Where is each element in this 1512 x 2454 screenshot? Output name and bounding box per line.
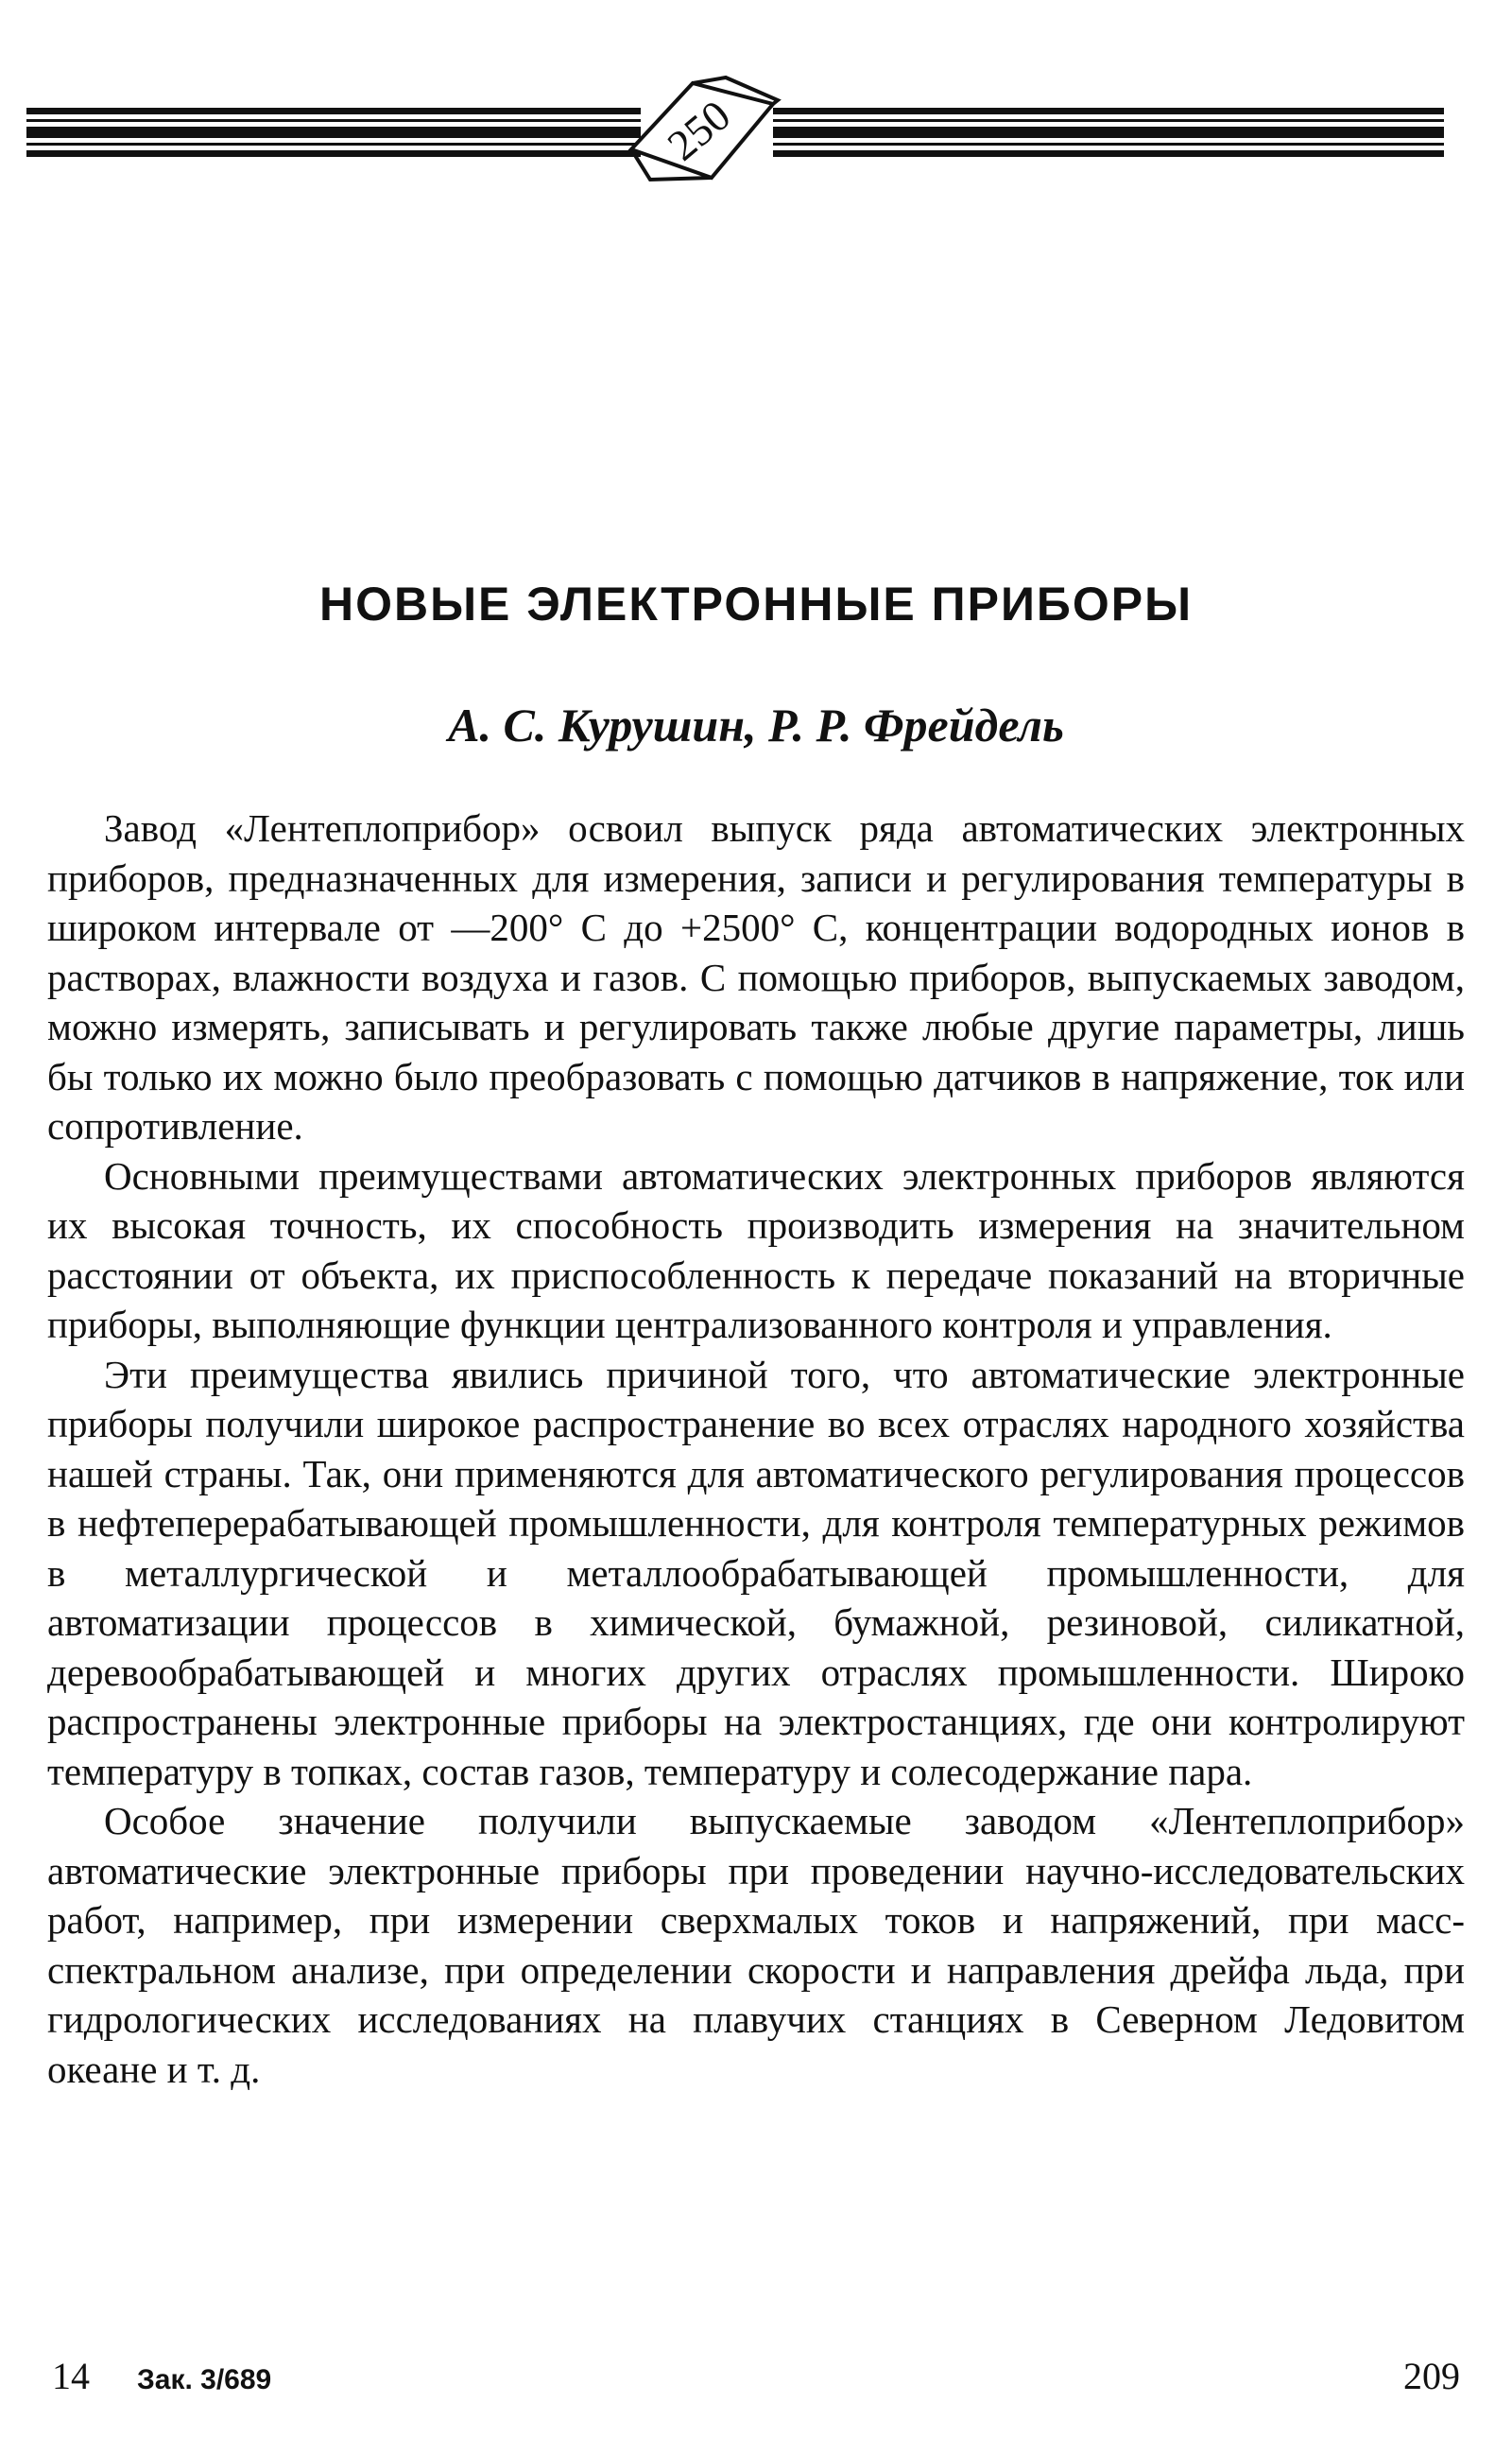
paragraph: Основными преимуществами автоматических электронных приборов являются их высокая точность, их способность производить измерения на значительном расстоянии от объекта, их приспособленность к передаче показаний на вторичные приборы, выполняющие функции централизованного контроля и управления.	[47, 1153, 1465, 1346]
page-number: 209	[1403, 2355, 1460, 2397]
ornament-rules	[26, 66, 1444, 199]
anniversary-badge: 250	[658, 91, 740, 170]
paragraph: Завод «Лентеплоприбор» освоил выпуск ряда автоматических электронных приборов, предназначенных для измерения, записи и регулирования температуры в широком интервале от —200° С до +2500° С, концентрации водородных ионов в растворах, влажности воздуха и газов. С помощью приборов, выпускаемых заводом, можно измерять, записывать и регулировать также любые другие параметры, лишь бы только их можно было преобразовать с помощью датчиков в напряжение, ток или сопротивление.	[47, 806, 1465, 1148]
sheet-number: 14	[52, 2355, 90, 2397]
article-authors: А. С. Курушин, Р. Р. Фрейдель	[448, 699, 1064, 752]
footer-printer-marks	[52, 2354, 271, 2398]
paragraph: Эти преимущества явились причиной того, что автоматические электронные приборы получили широкое распространение во всех отраслях народного хозяйства нашей страны. Так, они применяются для автоматического регулирования процессов в нефтеперерабатывающей промышленности, для контроля температурных режимов в металлургической и металлообрабатывающей промышленности, для автоматизации процессов в химической, бумажной, резиновой, силикатной, деревообрабатывающей и многих других отраслях промышленности. Широко распространены электронные приборы на электростанциях, где они контролируют температуру в топках, состав газов, температуру и солесодержание пара.	[47, 1352, 1465, 1793]
article-title: НОВЫЕ ЭЛЕКТРОННЫЕ ПРИБОРЫ	[318, 578, 1194, 631]
article-body	[47, 804, 1465, 2094]
paragraph: Особое значение получили выпускаемые заводом «Лентеплоприбор» автоматические электронные приборы при проведении научно-исследовательских работ, например, при измерении сверхмалых токов и напряжений, при масс-спектральном анализе, при определении скорости и направления дрейфа льда, при гидрологических исследованиях на плавучих станциях в Северном Ледовитом океане и т. д.	[47, 1799, 1465, 2091]
header-ornament	[26, 66, 1444, 199]
order-number: Зак. 3/689	[137, 2364, 272, 2395]
